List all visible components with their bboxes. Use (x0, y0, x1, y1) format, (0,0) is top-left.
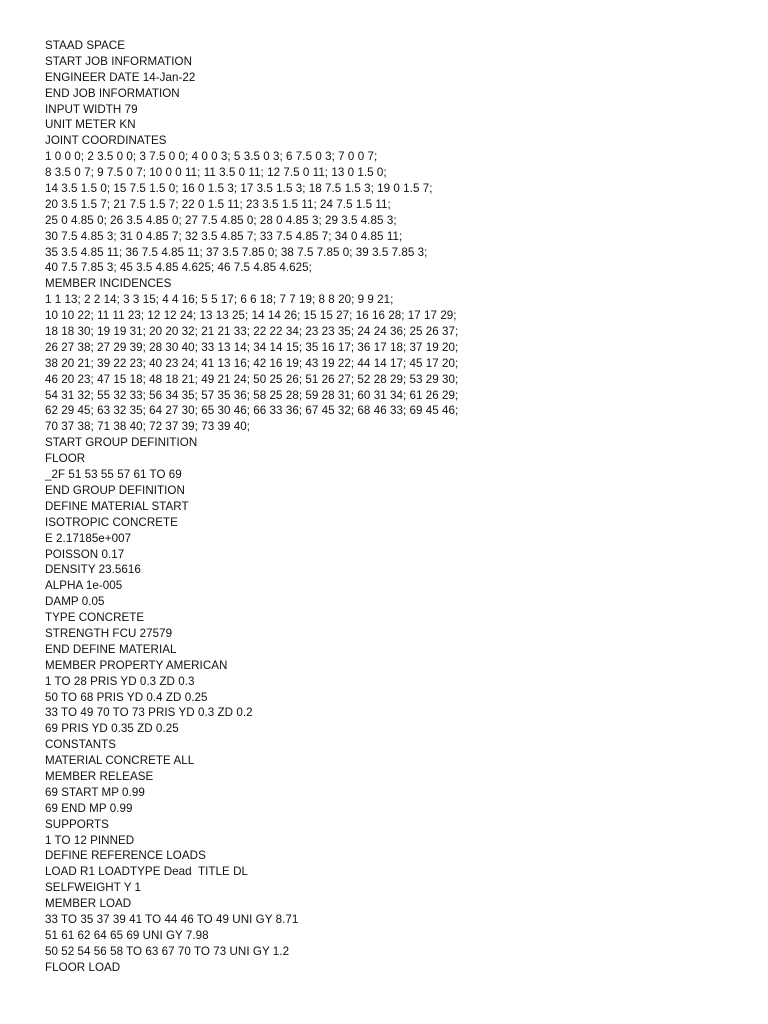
document-line: 51 61 62 64 65 69 UNI GY 7.98 (45, 928, 209, 942)
document-line: DEFINE REFERENCE LOADS (45, 849, 206, 863)
document-line: FLOOR LOAD (45, 960, 121, 974)
document-line: MEMBER INCIDENCES (45, 277, 172, 291)
document-line: 1 TO 12 PINNED (45, 833, 135, 847)
document-line: INPUT WIDTH 79 (45, 102, 138, 116)
document-line: LOAD R1 LOADTYPE Dead TITLE DL (45, 865, 249, 879)
document-line: START JOB INFORMATION (45, 54, 193, 68)
document-line: DEFINE MATERIAL START (45, 499, 189, 513)
document-line: 10 10 22; 11 11 23; 12 12 24; 13 13 25; 14 14 26; 15 15 27; 16 16 28; 17 17 29; (45, 309, 457, 323)
document-line: MEMBER LOAD (45, 897, 132, 911)
document-line: 1 0 0 0; 2 3.5 0 0; 3 7.5 0 0; 4 0 0 3; 5 3.5 0 3; 6 7.5 0 3; 7 0 0 7; (45, 150, 378, 164)
document-line: ENGINEER DATE 14-Jan-22 (45, 70, 196, 84)
document-line: 40 7.5 7.85 3; 45 3.5 4.85 4.625; 46 7.5 4.85 4.625; (45, 261, 312, 275)
document-line: 54 31 32; 55 32 33; 56 34 35; 57 35 36; 58 25 28; 59 28 31; 60 31 34; 61 26 29; (45, 388, 459, 402)
document-line: 26 27 38; 27 29 39; 28 30 40; 33 13 14; 34 14 15; 35 16 17; 36 17 18; 37 19 20; (45, 340, 459, 354)
document-line: ALPHA 1e-005 (45, 579, 123, 593)
document-line: MEMBER RELEASE (45, 769, 154, 783)
document-line: JOINT COORDINATES (45, 134, 167, 148)
document-line: 62 29 45; 63 32 35; 64 27 30; 65 30 46; 66 33 36; 67 45 32; 68 46 33; 69 45 46; (45, 404, 459, 418)
document-line: UNIT METER KN (45, 118, 136, 132)
document-line: 50 52 54 56 58 TO 63 67 70 TO 73 UNI GY 1.2 (45, 944, 290, 958)
document-line: 18 18 30; 19 19 31; 20 20 32; 21 21 33; 22 22 34; 23 23 35; 24 24 36; 25 26 37; (45, 325, 459, 339)
document-line: 70 37 38; 71 38 40; 72 37 39; 73 39 40; (45, 420, 251, 434)
document-line: 38 20 21; 39 22 23; 40 23 24; 41 13 16; 42 16 19; 43 19 22; 44 14 17; 45 17 20; (45, 356, 459, 370)
document-line: 14 3.5 1.5 0; 15 7.5 1.5 0; 16 0 1.5 3; 17 3.5 1.5 3; 18 7.5 1.5 3; 19 0 1.5 7; (45, 182, 433, 196)
document-line: DAMP 0.05 (45, 595, 105, 609)
document-line: SELFWEIGHT Y 1 (45, 881, 142, 895)
document-line: 46 20 23; 47 15 18; 48 18 21; 49 21 24; 50 25 26; 51 26 27; 52 28 29; 53 29 30; (45, 372, 459, 386)
document-line: POISSON 0.17 (45, 547, 125, 561)
document-line: 69 PRIS YD 0.35 ZD 0.25 (45, 722, 179, 736)
document-line: 8 3.5 0 7; 9 7.5 0 7; 10 0 0 11; 11 3.5 0 11; 12 7.5 0 11; 13 0 1.5 0; (45, 166, 387, 180)
document-line: _2F 51 53 55 57 61 TO 69 (45, 468, 182, 482)
document-line: 35 3.5 4.85 11; 36 7.5 4.85 11; 37 3.5 7.85 0; 38 7.5 7.85 0; 39 3.5 7.85 3; (45, 245, 428, 259)
document-line: 69 START MP 0.99 (45, 785, 145, 799)
document-line: 30 7.5 4.85 3; 31 0 4.85 7; 32 3.5 4.85 7; 33 7.5 4.85 7; 34 0 4.85 11; (45, 229, 403, 243)
document-line: 1 1 13; 2 2 14; 3 3 15; 4 4 16; 5 5 17; 6 6 18; 7 7 19; 8 8 20; 9 9 21; (45, 293, 394, 307)
document-line: END DEFINE MATERIAL (45, 642, 177, 656)
document-line: STRENGTH FCU 27579 (45, 626, 173, 640)
document-line: FLOOR (45, 452, 86, 466)
document-line: CONSTANTS (45, 738, 117, 752)
document-line: END GROUP DEFINITION (45, 483, 185, 497)
document-line: 33 TO 35 37 39 41 TO 44 46 TO 49 UNI GY 8.71 (45, 912, 299, 926)
document-line: E 2.17185e+007 (45, 531, 132, 545)
document-line: 69 END MP 0.99 (45, 801, 133, 815)
document-line: 33 TO 49 70 TO 73 PRIS YD 0.3 ZD 0.2 (45, 706, 253, 720)
document-line: DENSITY 23.5616 (45, 563, 141, 577)
document-page (45, 38, 745, 976)
document-line: START GROUP DEFINITION (45, 436, 198, 450)
document-line: 50 TO 68 PRIS YD 0.4 ZD 0.25 (45, 690, 208, 704)
document-line: 25 0 4.85 0; 26 3.5 4.85 0; 27 7.5 4.85 0; 28 0 4.85 3; 29 3.5 4.85 3; (45, 213, 397, 227)
document-line: END JOB INFORMATION (45, 86, 180, 100)
document-line: 1 TO 28 PRIS YD 0.3 ZD 0.3 (45, 674, 195, 688)
document-line: SUPPORTS (45, 817, 109, 831)
document-line: TYPE CONCRETE (45, 611, 145, 625)
document-line: MEMBER PROPERTY AMERICAN (45, 658, 228, 672)
document-line: 20 3.5 1.5 7; 21 7.5 1.5 7; 22 0 1.5 11; 23 3.5 1.5 11; 24 7.5 1.5 11; (45, 197, 391, 211)
document-line: ISOTROPIC CONCRETE (45, 515, 178, 529)
document-line: MATERIAL CONCRETE ALL (45, 754, 195, 768)
document-line: STAAD SPACE (45, 39, 126, 52)
